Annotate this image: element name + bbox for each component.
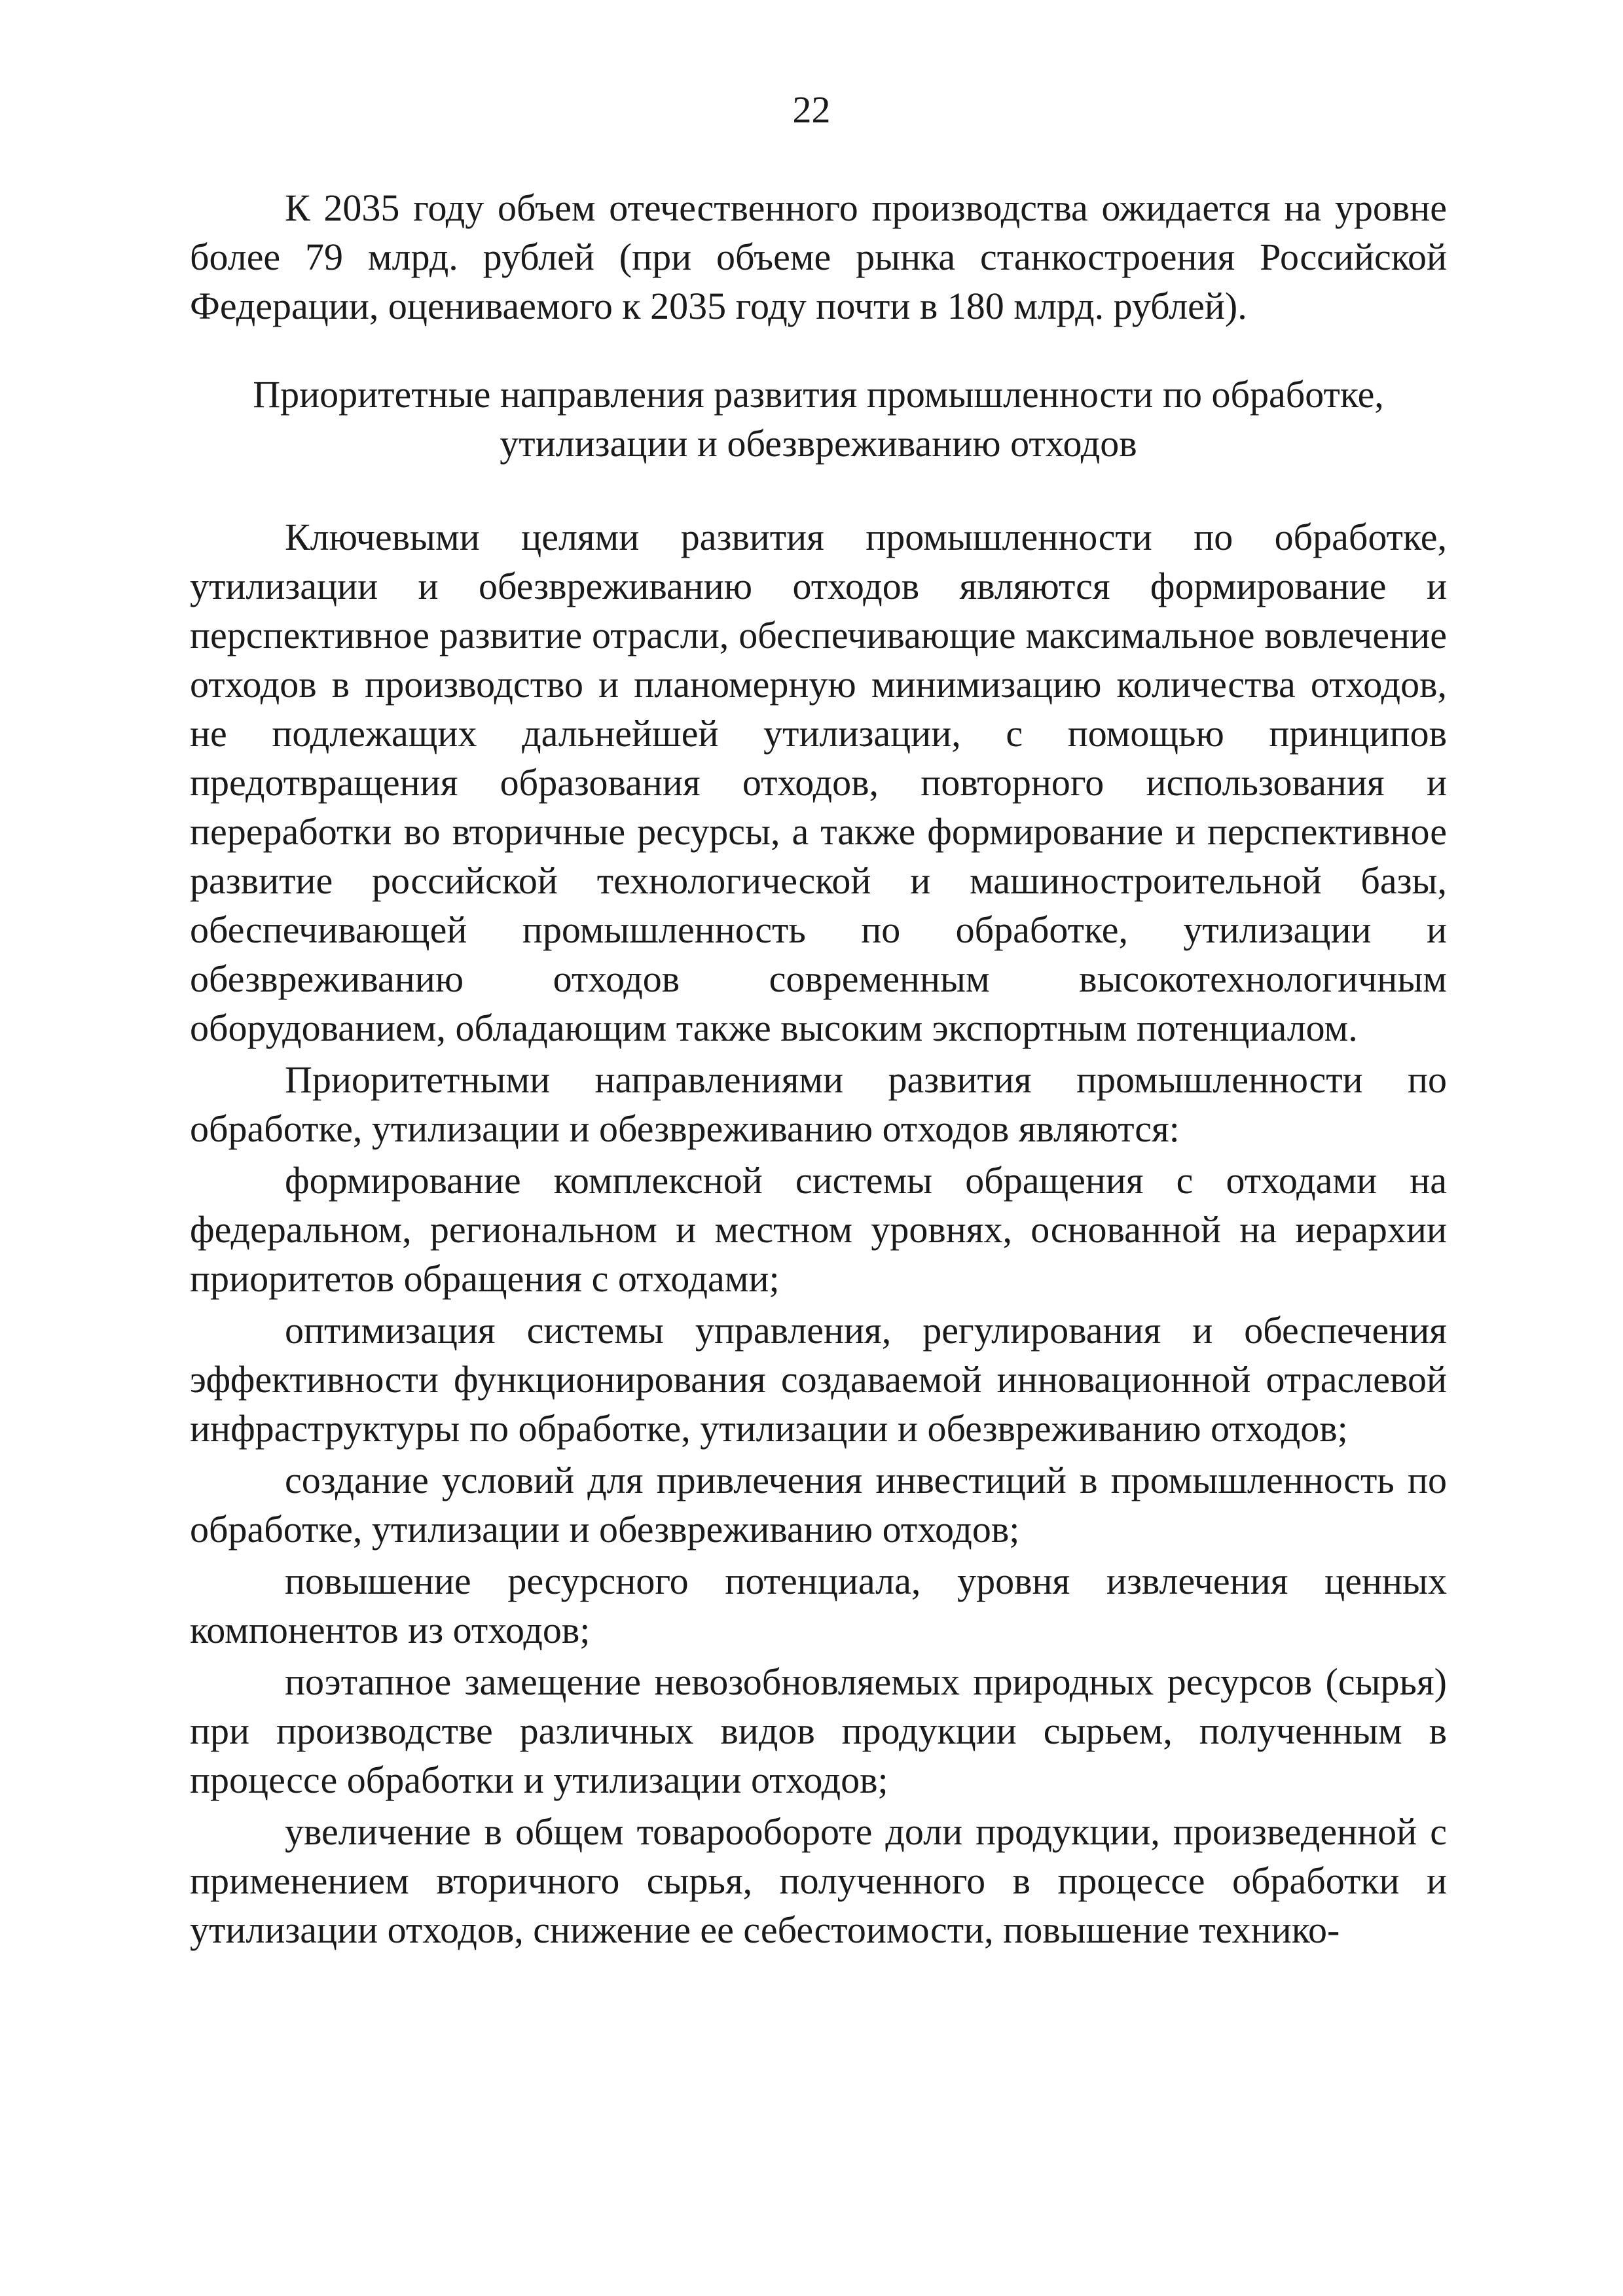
list-item-investment-conditions: создание условий для привлечения инвестиций в промышленность по обработке, утилизации и обезвреживанию отходов; [190, 1459, 1447, 1551]
list-item-waste-system: формирование комплексной системы обращения с отходами на федеральном, региональном и местном уровнях, основанной на иерархии приоритетов обращения с отходами; [190, 1159, 1447, 1300]
list-item-resource-substitution: поэтапное замещение невозобновляемых природных ресурсов (сырья) при производстве различных видов продукции сырьем, полученным в процессе обработки и утилизации отходов; [190, 1660, 1447, 1801]
document-body [190, 183, 1447, 1954]
paragraph-production-forecast: К 2035 году объем отечественного производства ожидается на уровне более 79 млрд. рублей (при объеме рынка станкостроения Российской Федерации, оцениваемого к 2035 году почти в 180 млрд. рублей). [190, 187, 1447, 327]
section-heading [190, 370, 1447, 468]
list-item-secondary-products: увеличение в общем товарообороте доли продукции, произведенной с применением вторичного сырья, полученного в процессе обработки и утилизации отходов, снижение ее себестоимости, повышение технико- [190, 1810, 1447, 1951]
paragraph-key-goals: Ключевыми целями развития промышленности по обработке, утилизации и обезвреживанию отходов являются формирование и перспективное развитие отрасли, обеспечивающие максимальное вовлечение отходов в производство и планомерную минимизацию количества отходов, не подлежащих дальнейшей утилизации, с помощью принципов предотвращения образования отходов, повторного использования и переработки во вторичные ресурсы, а также формирование и перспективное развитие российской технологической и машиностроительной базы, обеспечивающей промышленность по обработке, утилизации и обезвреживанию отходов современным высокотехнологичным оборудованием, обладающим также высоким экспортным потенциалом. [190, 516, 1447, 1049]
section-heading-line-2: утилизации и обезвреживанию отходов [500, 422, 1137, 465]
page-number: 22 [792, 88, 831, 131]
section-heading-line-1: Приоритетные направления развития промышленности по обработке, [253, 373, 1384, 416]
list-item-management-optimization: оптимизация системы управления, регулирования и обеспечения эффективности функционирования создаваемой инновационной отраслевой инфраструктуры по обработке, утилизации и обезвреживанию отходов; [190, 1309, 1447, 1450]
paragraph-priority-intro: Приоритетными направлениями развития промышленности по обработке, утилизации и обезвреживанию отходов являются: [190, 1058, 1447, 1150]
list-item-resource-potential: повышение ресурсного потенциала, уровня извлечения ценных компонентов из отходов; [190, 1560, 1447, 1651]
